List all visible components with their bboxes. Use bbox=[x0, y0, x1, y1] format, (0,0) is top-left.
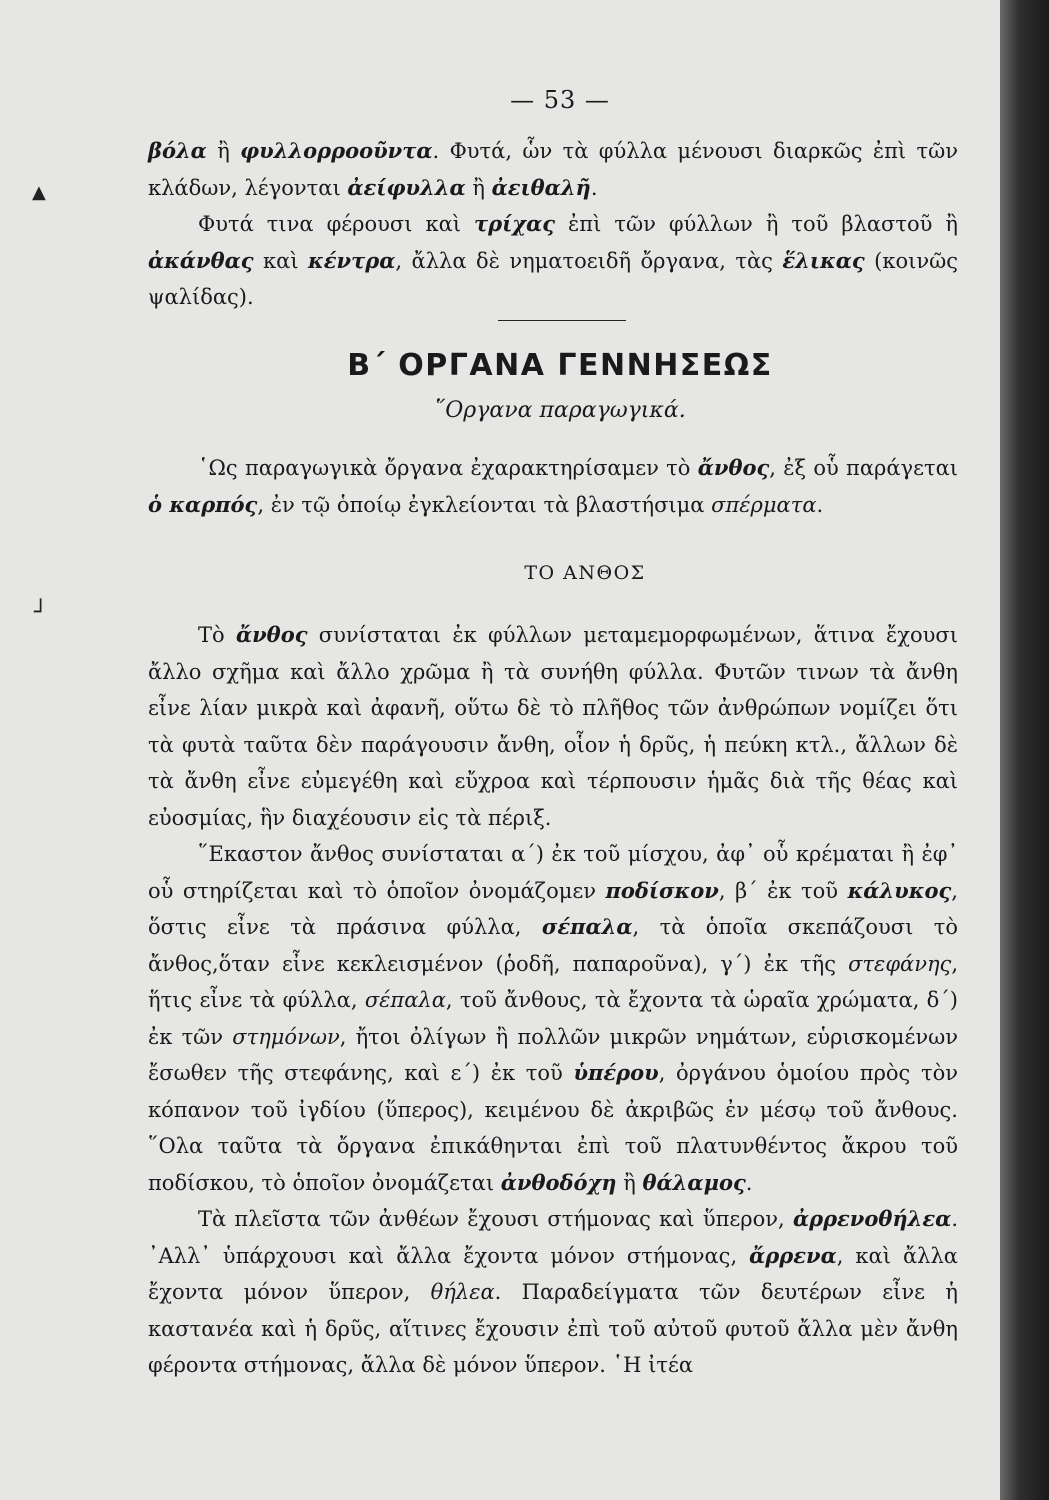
paragraph-flower-sexes: Τὰ πλεῖστα τῶν ἀνθέων ἔχουσι στήμονας καὶ ὕπερον, ἀρρενοθήλεα. ᾿Αλλ᾿ ὑπάρχουσι καὶ ἄλλα ἔχοντα μόνον στήμονας, ἄρρενα, καὶ ἄλλα ἔχοντα μόνον ὕπερον, θήλεα. Παραδείγματα τῶν δευτέρων εἶνε ἡ καστανέα καὶ ἡ δρῦς, αἵτινες ἔχουσιν ἐπὶ τοῦ αὐτοῦ φυτοῦ ἄλλα μὲν ἄνθη φέροντα στήμονας, ἄλλα δὲ μόνον ὕπερον. ῾Η ἰτέα bbox=[148, 1206, 958, 1377]
paragraph-hairs-thorns: Φυτά τινα φέρουσι καὶ τρίχας ἐπὶ τῶν φύλλων ἢ τοῦ βλαστοῦ ἢ ἀκάνθας καὶ κέντρα, ἄλλα δὲ νηματοειδῆ ὄργανα, τὰς ἕλικας (κοινῶς ψαλίδας). bbox=[148, 211, 959, 309]
paragraph-flower-definition: Τὸ ἄνθος συνίσταται ἐκ φύλλων μεταμεμορφωμένων, ἅτινα ἔχουσι ἄλλο σχῆμα καὶ ἄλλο χρῶμα ἢ τὰ συνήθη φύλλα. Φυτῶν τινων τὰ ἄνθη εἶνε λίαν μικρὰ καὶ ἀφανῆ, οὕτω δὲ τὸ πλῆθος τῶν ἀνθρώπων νομίζει ὅτι τὰ φυτὰ ταῦτα δὲν παράγουσιν ἄνθη, οἷον ἡ δρῦς, ἡ πεύκη κτλ., ἄλλων δὲ τὰ ἄνθη εἶνε εὐμεγέθη καὶ εὔχροα καὶ τέρπουσιν ἡμᾶς διὰ τῆς θέας καὶ εὐοσμίας, ἣν διαχέουσιν εἰς τὰ πέριξ. bbox=[148, 622, 959, 830]
margin-tick-icon: ┘ bbox=[34, 600, 48, 625]
section-divider bbox=[498, 320, 626, 321]
intro-text bbox=[148, 133, 958, 316]
paragraph-flower-parts: ῞Εκαστον ἄνθος συνίσταται α΄) ἐκ τοῦ μίσχου, ἀφ᾿ οὗ κρέμαται ἢ ἐφ᾿ οὗ στηρίζεται καὶ τὸ ὁποῖον ὀνομάζομεν ποδίσκον, β΄ ἐκ τοῦ κάλυκος, ὅστις εἶνε τὰ πράσινα φύλλα, σέπαλα, τὰ ὁποῖα σκεπάζουσι τὸ ἄνθος,ὅταν εἶνε κεκλεισμένον (ῥοδῆ, παπαροῦνα), γ΄) ἐκ τῆς στεφάνης, ἥτις εἶνε τὰ φύλλα, σέπαλα, τοῦ ἄνθους, τὰ ἔχοντα τὰ ὡραῖα χρώματα, δ΄) ἐκ τῶν στημόνων, ἤτοι ὀλίγων ἢ πολλῶν μικρῶν νημάτων, εὑρισκομένων ἔσωθεν τῆς στεφάνης, καὶ ε΄) ἐκ τοῦ ὑπέρου, ὀργάνου ὁμοίου πρὸς τὸν κόπανον τοῦ ἰγδίου (ὕπερος), κειμένου δὲ ἀκριβῶς ἐν μέσῳ τοῦ ἄνθους. ῞Ολα ταῦτα τὰ ὄργανα ἐπικάθηνται ἐπὶ τοῦ πλατυνθέντος ἄκρου τοῦ ποδίσκου, τὸ ὁποῖον ὀνομάζεται ἀνθοδόχη ἢ θάλαμος. bbox=[148, 842, 958, 1195]
section-heading: Β΄ ΟΡΓΑΝΑ ΓΕΝΝΗΣΕΩΣ bbox=[347, 348, 773, 383]
section-subheading: ῞Οργανα παραγωγικά. bbox=[434, 398, 686, 423]
flower-text bbox=[148, 617, 958, 1384]
margin-mark-icon: ▲ bbox=[32, 182, 46, 203]
flower-title: ΤΟ ΑΝΘΟΣ bbox=[524, 562, 646, 584]
page-number: — 53 — bbox=[510, 86, 610, 114]
section-intro-text bbox=[148, 450, 958, 523]
paragraph-reproductive-organs: ῾Ως παραγωγικὰ ὄργανα ἐχαρακτηρίσαμεν τὸ ἄνθος, ἐξ οὗ παράγεται ὁ καρπός, ἐν τῷ ὁποίῳ ἐγκλείονται τὰ βλαστήσιμα σπέρματα. bbox=[148, 455, 958, 517]
page-edge-shadow bbox=[1000, 0, 1049, 1500]
paragraph-deciduous: βόλα ἢ φυλλορροοῦντα. Φυτά, ὧν τὰ φύλλα μένουσι διαρκῶς ἐπὶ τῶν κλάδων, λέγονται ἀείφυλλα ἢ ἀειθαλῆ. bbox=[148, 138, 958, 200]
